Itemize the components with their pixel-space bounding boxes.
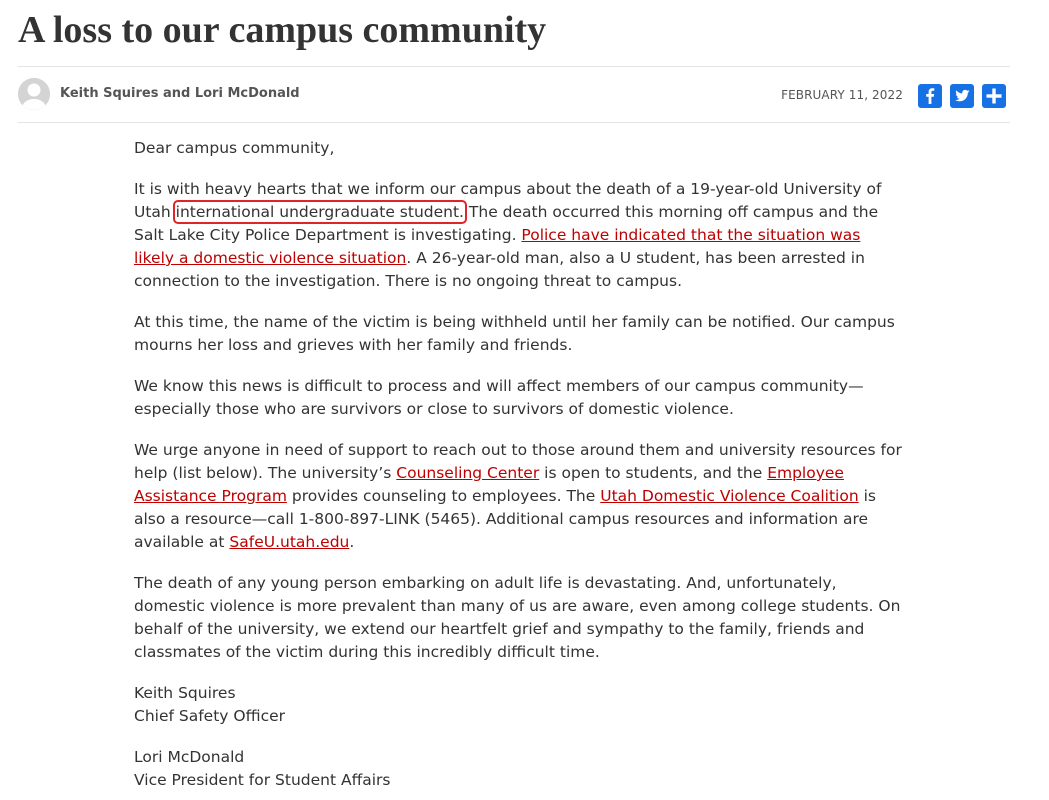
share-more-button[interactable] (982, 84, 1006, 108)
paragraph-text: We urge anyone in need of support to reach out to those around them and university resources for help (list below). The university’s (134, 441, 902, 482)
signature-name: Lori McDonald (134, 748, 245, 766)
paragraph-1 (134, 178, 904, 293)
byline-authors[interactable]: Keith Squires and Lori McDonald (60, 86, 300, 101)
paragraph-text: provides counseling to employees. The (286, 487, 601, 505)
counseling-center-link[interactable]: Counseling Center (396, 464, 540, 482)
paragraph-text: . (349, 533, 355, 551)
signature-mcdonald (134, 746, 904, 792)
signature-role: Chief Safety Officer (134, 707, 285, 725)
top-divider (18, 66, 1010, 67)
signature-squires (134, 682, 904, 728)
paragraph-3: We know this news is difficult to process and will affect members of our campus community—especially those who are survivors or close to survivors of domestic violence. (134, 377, 864, 418)
signature-name: Keith Squires (134, 684, 236, 702)
page-title: A loss to our campus community (18, 9, 547, 51)
paragraph-2: At this time, the name of the victim is being withheld until her family can be notified. Our campus mourns her loss and grieves with her family and friends. (134, 313, 895, 354)
paragraph-text: is open to students, and the (539, 464, 768, 482)
salutation: Dear campus community, (134, 139, 335, 157)
safeu-link[interactable]: SafeU.utah.edu (229, 533, 350, 551)
employee-assistance-link[interactable]: Employee Assistance Program (134, 464, 844, 505)
paragraph-text: . A 26-year-old man, also a U student, has been arrested in connection to the investigation. There is no ongoing threat to campus. (134, 249, 865, 290)
plus-icon (982, 84, 1006, 108)
article-body (134, 137, 904, 800)
facebook-icon (918, 84, 942, 108)
paragraph-text: It is with heavy hearts that we inform our campus about the death of a 19-year-old University of Utah (134, 180, 882, 221)
user-silhouette-icon (18, 78, 50, 110)
paragraph-text: is also a resource—call 1-800-897-LINK (5465). Additional campus resources and information are available at (134, 487, 876, 551)
twitter-share-button[interactable] (950, 84, 974, 108)
domestic-violence-coalition-link[interactable]: Utah Domestic Violence Coalition (600, 487, 859, 505)
byline-divider (18, 122, 1010, 123)
paragraph-4 (134, 439, 904, 554)
highlighted-text: international undergraduate student. (175, 203, 464, 221)
paragraph-text: The death occurred this morning off campus and the Salt Lake City Police Department is investigating. (134, 203, 879, 244)
facebook-share-button[interactable] (918, 84, 942, 108)
publish-date: FEBRUARY 11, 2022 (781, 88, 903, 102)
author-avatar (18, 78, 50, 110)
signature-role: Vice President for Student Affairs (134, 771, 391, 789)
domestic-violence-link[interactable]: Police have indicated that the situation was likely a domestic violence situation (134, 226, 861, 267)
twitter-icon (950, 84, 974, 108)
paragraph-5: The death of any young person embarking on adult life is devastating. And, unfortunately, domestic violence is more prevalent than many of us are aware, even among college students. On behalf of the university, we extend our heartfelt grief and sympathy to the family, friends and classmates of the victim during this incredibly difficult time. (134, 574, 901, 661)
